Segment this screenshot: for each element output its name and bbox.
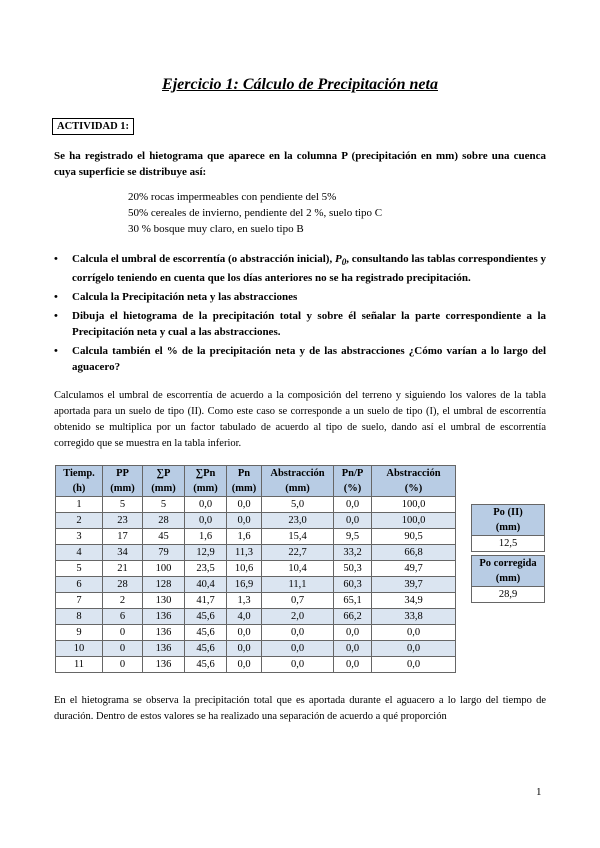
table-cell: 11,3: [227, 545, 262, 561]
table-header-cell: Pn (mm): [227, 466, 262, 497]
table-cell: 6: [56, 577, 103, 593]
table-row: [56, 513, 456, 529]
table-cell: 5: [56, 561, 103, 577]
table-cell: 0,0: [372, 657, 456, 673]
table-cell: 2,0: [262, 609, 334, 625]
table-row: [56, 625, 456, 641]
table-header-cell: Abstracción (%): [372, 466, 456, 497]
table-cell: 22,7: [262, 545, 334, 561]
table-cell: 33,2: [334, 545, 372, 561]
table-cell: 5,0: [262, 497, 334, 513]
table-cell: 100,0: [372, 497, 456, 513]
explanation-paragraph: Calculamos el umbral de escorrentía de acuerdo a la composición del terreno y siguiendo los valores de la tabla aportada para un suelo de tipo (II). Como este caso se corresponde a un suelo de tipo (I), el umbral de escorrentía obtenido se multiplica por un factor tabulado de acuerdo al tipo de suelo, dando así el umbral de escorrentía corregido que se muestra en la tabla inferior.: [54, 390, 546, 449]
table-cell: 5: [143, 497, 185, 513]
table-cell: 4,0: [227, 609, 262, 625]
table-cell: 45: [143, 529, 185, 545]
table-row: [56, 593, 456, 609]
table-cell: 3: [56, 529, 103, 545]
page-title: Ejercicio 1: Cálculo de Precipitación neta: [162, 76, 438, 93]
table-cell: 11,1: [262, 577, 334, 593]
table-cell: 11: [56, 657, 103, 673]
table-cell: 40,4: [185, 577, 227, 593]
table-cell: 0,0: [185, 497, 227, 513]
table-row: [56, 529, 456, 545]
table-cell: 23,0: [262, 513, 334, 529]
table-cell: 12,9: [185, 545, 227, 561]
po-label: Po (II) (mm): [472, 505, 545, 536]
table-header-cell: ∑Pn (mm): [185, 466, 227, 497]
table-row: [56, 609, 456, 625]
table-header-cell: PP (mm): [103, 466, 143, 497]
task-item: • Calcula la Precipitación neta y las abstracciones: [54, 291, 298, 304]
table-cell: 23: [103, 513, 143, 529]
po-corrected-table: [471, 555, 545, 603]
table-cell: 0,0: [262, 657, 334, 673]
table-cell: 0,0: [227, 657, 262, 673]
bullet-icon: •: [54, 291, 58, 304]
table-cell: 66,8: [372, 545, 456, 561]
activity-label: ACTIVIDAD 1:: [52, 118, 134, 135]
table-cell: 0: [103, 641, 143, 657]
task-list: [54, 251, 546, 378]
table-cell: 0,0: [372, 625, 456, 641]
table-cell: 16,9: [227, 577, 262, 593]
table-cell: 9: [56, 625, 103, 641]
table-header-cell: Tiemp. (h): [56, 466, 103, 497]
table-cell: 7: [56, 593, 103, 609]
table-cell: 128: [143, 577, 185, 593]
table-cell: 0,0: [262, 625, 334, 641]
po-value: 12,5: [472, 536, 545, 552]
table-cell: 15,4: [262, 529, 334, 545]
table-cell: 1,6: [185, 529, 227, 545]
table-cell: 0,0: [334, 625, 372, 641]
po-table: [471, 504, 545, 552]
table-cell: 0,0: [334, 513, 372, 529]
table-cell: 2: [56, 513, 103, 529]
table-cell: 0,0: [334, 497, 372, 513]
table-cell: 0,0: [185, 513, 227, 529]
soil-item: 50% cereales de invierno, pendiente del 2 %, suelo tipo C: [128, 207, 383, 219]
table-cell: 0,0: [227, 497, 262, 513]
table-cell: 49,7: [372, 561, 456, 577]
bullet-icon: •: [54, 345, 58, 358]
task-item: • Calcula también el % de la precipitación neta y de las abstracciones ¿Cómo varían a lo largo del aguacero?: [54, 345, 546, 374]
table-cell: 1,3: [227, 593, 262, 609]
closing-paragraph: En el hietograma se observa la precipitación total que es aportada durante el aguacero a lo largo del tiempo de duración. Dentro de estos valores se ha realizado una separación de acuerdo a qué proporción: [54, 695, 546, 722]
table-cell: 6: [103, 609, 143, 625]
table-cell: 0,0: [227, 513, 262, 529]
table-cell: 10: [56, 641, 103, 657]
table-cell: 0,0: [227, 625, 262, 641]
table-row: [56, 657, 456, 673]
table-cell: 34,9: [372, 593, 456, 609]
table-row: [56, 561, 456, 577]
table-cell: 90,5: [372, 529, 456, 545]
table-cell: 41,7: [185, 593, 227, 609]
table-cell: 50,3: [334, 561, 372, 577]
table-cell: 28: [143, 513, 185, 529]
table-cell: 60,3: [334, 577, 372, 593]
table-cell: 2: [103, 593, 143, 609]
table-cell: 136: [143, 609, 185, 625]
table-cell: 33,8: [372, 609, 456, 625]
table-cell: 66,2: [334, 609, 372, 625]
table-cell: 5: [103, 497, 143, 513]
table-cell: 0,0: [334, 641, 372, 657]
table-row: [56, 545, 456, 561]
table-cell: 136: [143, 657, 185, 673]
table-cell: 136: [143, 641, 185, 657]
table-cell: 100,0: [372, 513, 456, 529]
table-cell: 1,6: [227, 529, 262, 545]
table-cell: 45,6: [185, 609, 227, 625]
table-header-cell: ∑P (mm): [143, 466, 185, 497]
table-cell: 65,1: [334, 593, 372, 609]
po-corrected-label: Po corregida (mm): [472, 556, 545, 587]
table-cell: 39,7: [372, 577, 456, 593]
table-cell: 1: [56, 497, 103, 513]
precipitation-table: [55, 465, 456, 673]
po-corrected-value: 28,9: [472, 587, 545, 603]
table-cell: 17: [103, 529, 143, 545]
task-item: • Calcula el umbral de escorrentía (o abstracción inicial), $P_0$, consultando las tablas correspondientes y corrígelo teniendo en cuenta que los días anteriores no se ha registrado precipitación.: [54, 253, 546, 285]
soil-item: 20% rocas impermeables con pendiente del 5%: [128, 191, 337, 203]
table-cell: 79: [143, 545, 185, 561]
page-number: 1: [536, 786, 542, 798]
table-cell: 130: [143, 593, 185, 609]
table-cell: 45,6: [185, 625, 227, 641]
table-cell: 45,6: [185, 657, 227, 673]
table-cell: 8: [56, 609, 103, 625]
table-row: [56, 497, 456, 513]
table-cell: 10,6: [227, 561, 262, 577]
bullet-icon: •: [54, 253, 58, 265]
table-cell: 10,4: [262, 561, 334, 577]
table-cell: 0,7: [262, 593, 334, 609]
task-item: • Dibuja el hietograma de la precipitación total y sobre él señalar la parte correspondiente a la Precipitación neta y cual a las abstracciones.: [54, 310, 546, 339]
table-cell: 9,5: [334, 529, 372, 545]
table-header-row: [56, 466, 456, 497]
soil-list: [128, 189, 382, 237]
table-header-cell: Pn/P (%): [334, 466, 372, 497]
table-cell: 21: [103, 561, 143, 577]
table-row: [56, 577, 456, 593]
table-header-cell: Abstracción (mm): [262, 466, 334, 497]
table-cell: 100: [143, 561, 185, 577]
bullet-icon: •: [54, 310, 58, 323]
table-cell: 28: [103, 577, 143, 593]
table-cell: 0,0: [334, 657, 372, 673]
table-cell: 45,6: [185, 641, 227, 657]
intro-paragraph: Se ha registrado el hietograma que aparece en la columna P (precipitación en mm) sobre una cuenca cuya superficie se distribuye así:: [54, 150, 546, 178]
table-cell: 0,0: [372, 641, 456, 657]
soil-item: 30 % bosque muy claro, en suelo tipo B: [128, 223, 304, 235]
table-cell: 0: [103, 657, 143, 673]
table-row: [56, 641, 456, 657]
table-cell: 0,0: [262, 641, 334, 657]
table-cell: 136: [143, 625, 185, 641]
table-cell: 4: [56, 545, 103, 561]
table-cell: 23,5: [185, 561, 227, 577]
table-cell: 0,0: [227, 641, 262, 657]
table-cell: 0: [103, 625, 143, 641]
table-cell: 34: [103, 545, 143, 561]
